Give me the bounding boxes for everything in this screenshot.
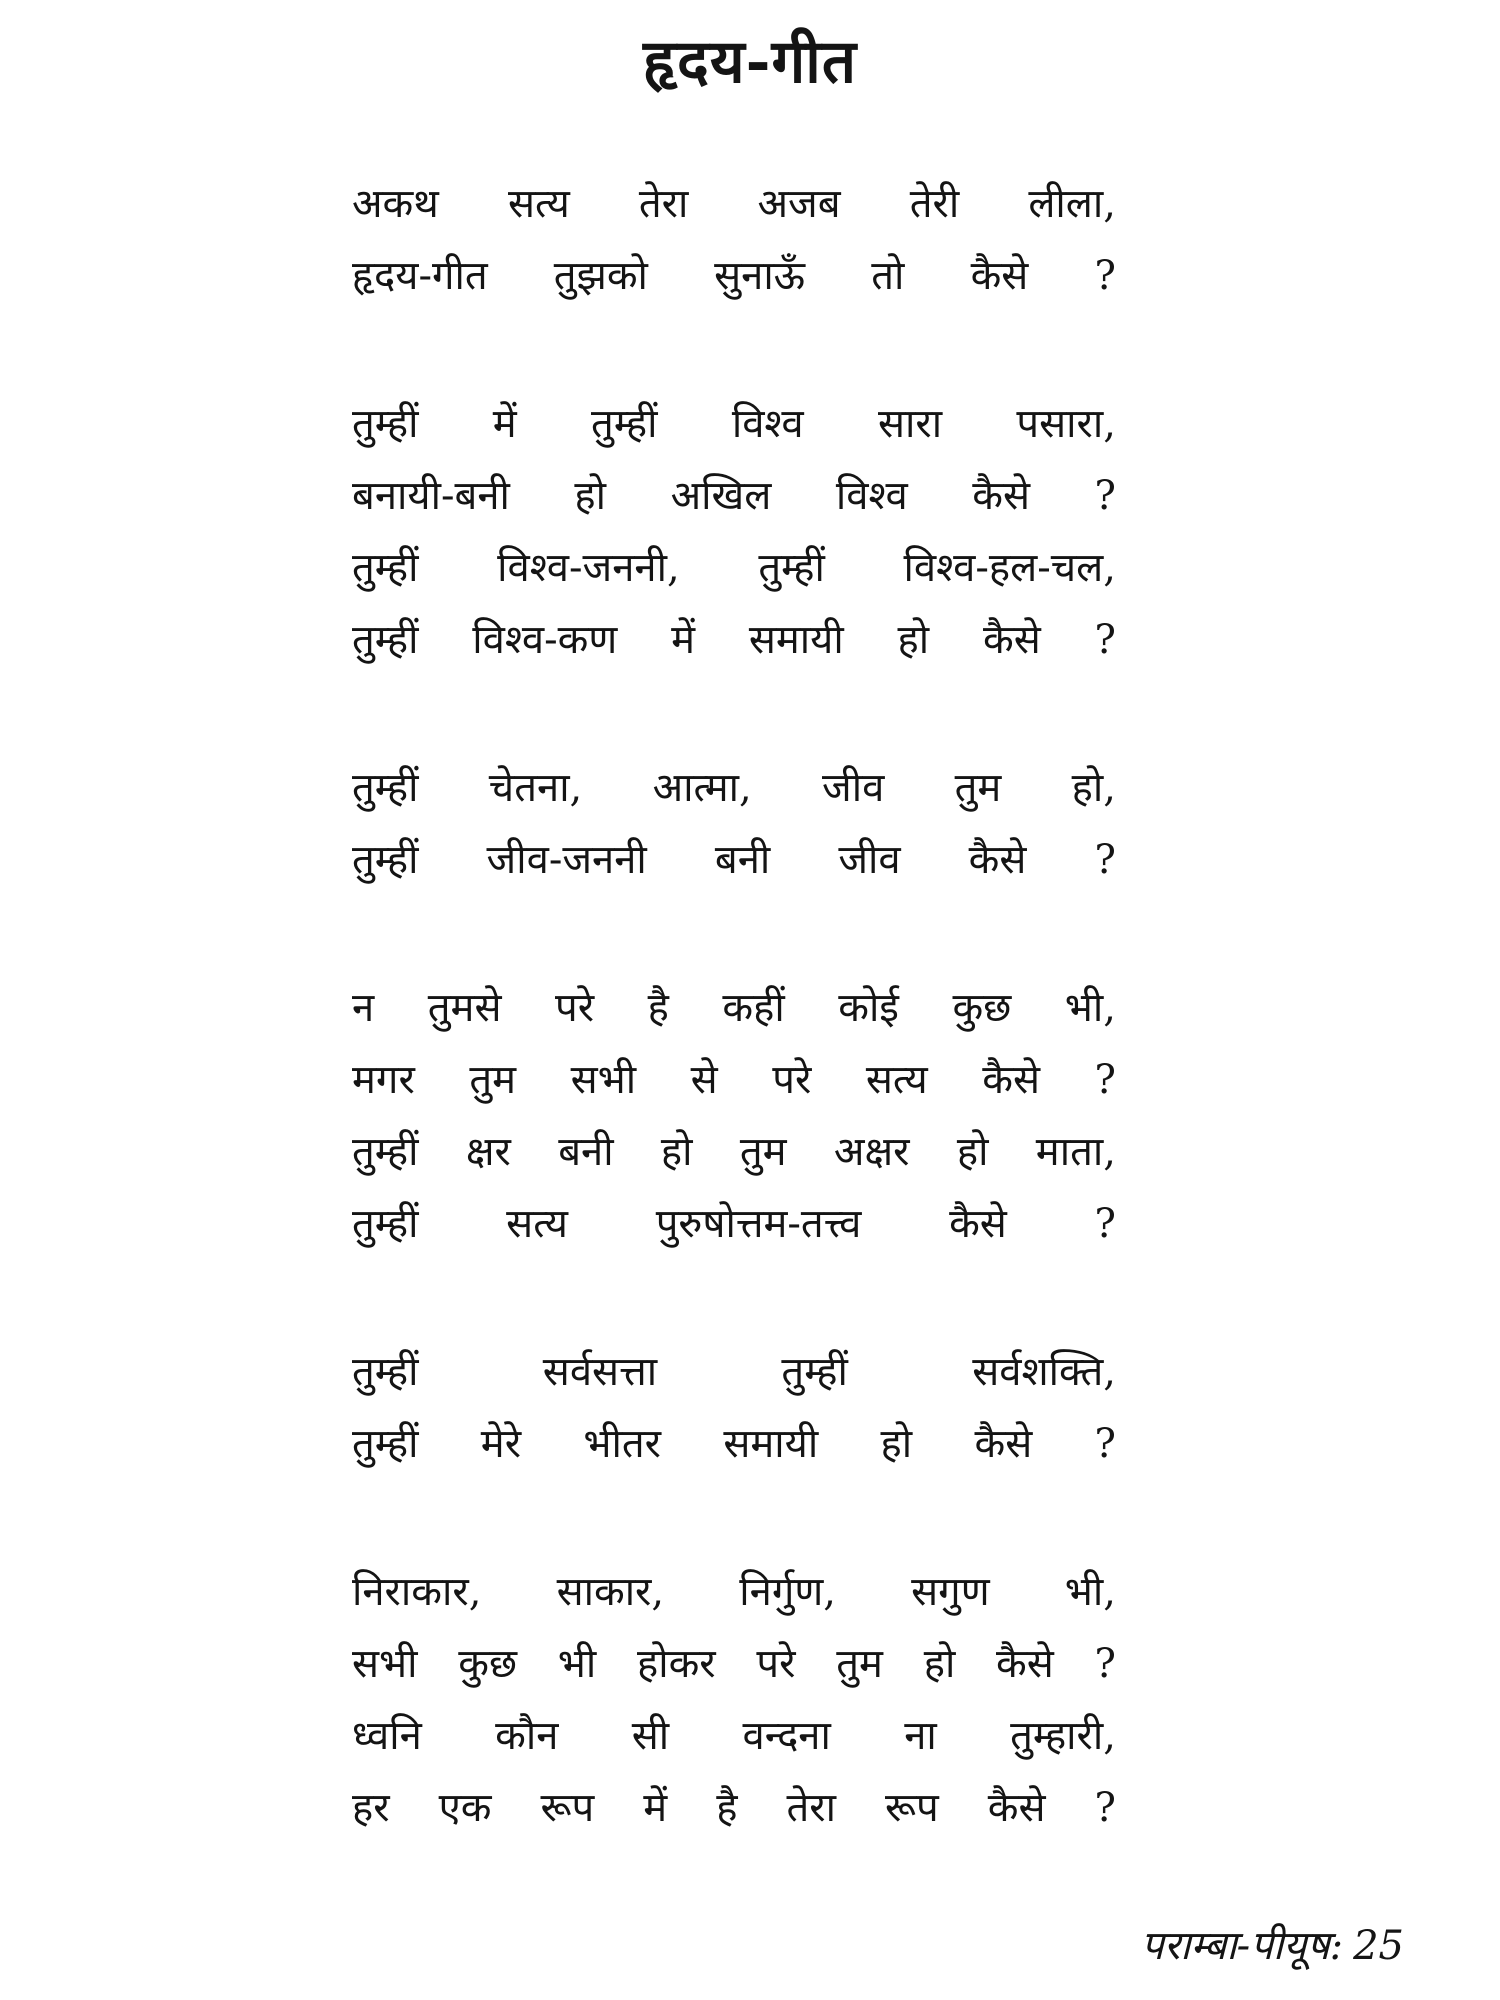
poem-word: कहीं — [722, 985, 785, 1031]
poem-word: सर्वशक्ति, — [972, 1349, 1116, 1395]
poem-word: कुछ — [458, 1641, 518, 1687]
poem-word: ? — [1094, 1057, 1116, 1103]
poem-word: हो — [923, 1641, 956, 1687]
poem-word: कैसे — [987, 1785, 1046, 1831]
poem-line — [352, 1408, 1116, 1480]
poem-stanza — [352, 1336, 1116, 1480]
poem-word: अक्षर — [833, 1129, 910, 1175]
poem-line — [352, 752, 1116, 824]
poem-word: तुम्हारी, — [1010, 1713, 1116, 1759]
poem-word: हो — [880, 1421, 913, 1467]
poem-word: कोई — [838, 985, 899, 1031]
poem-word: ? — [1094, 837, 1116, 883]
poem-word: भी — [557, 1641, 597, 1687]
poem-word: ? — [1094, 1421, 1116, 1467]
poem-word: है — [716, 1785, 738, 1831]
poem-word: रूप — [884, 1785, 939, 1831]
poem-word: मेरे — [480, 1421, 522, 1467]
poem-word: परे — [772, 1057, 812, 1103]
poem-line — [352, 604, 1116, 676]
poem-word: परे — [555, 985, 595, 1031]
poem-word: समायी — [723, 1421, 819, 1467]
poem-word: विश्व-हल-चल, — [903, 545, 1116, 591]
poem-body — [352, 168, 1116, 1920]
poem-word: बनायी-बनी — [352, 473, 510, 519]
poem-word: तुम — [836, 1641, 883, 1687]
poem-word: पुरुषोत्तम-तत्त्व — [655, 1201, 862, 1247]
poem-line — [352, 168, 1116, 240]
poem-word: कैसे — [968, 837, 1027, 883]
poem-word: विश्व — [835, 473, 908, 519]
poem-stanza — [352, 972, 1116, 1260]
poem-word: तुम — [469, 1057, 517, 1103]
poem-word: भी, — [1064, 985, 1116, 1031]
poem-word: तो — [871, 253, 905, 299]
page-number: 25 — [1353, 1923, 1404, 1969]
poem-word: तुम्हीं — [591, 401, 658, 447]
poem-word: हर — [352, 1785, 390, 1831]
poem-word: ? — [1094, 253, 1116, 299]
poem-word: बनी — [558, 1129, 614, 1175]
poem-word: सर्वसत्ता — [542, 1349, 658, 1395]
poem-word: हो — [897, 617, 930, 663]
poem-word: तुम्हीं — [352, 765, 419, 811]
poem-word: क्षर — [465, 1129, 511, 1175]
poem-word: सत्य — [506, 1201, 569, 1247]
poem-word: तुझको — [553, 253, 648, 299]
poem-word: आत्मा, — [652, 765, 752, 811]
poem-word: न — [352, 985, 375, 1031]
poem-word: तुम्हीं — [352, 1201, 419, 1247]
poem-word: कुछ — [952, 985, 1012, 1031]
poem-line — [352, 824, 1116, 896]
poem-line — [352, 1628, 1116, 1700]
poem-word: जीव-जननी — [486, 837, 647, 883]
poem-word: तुम्हीं — [352, 401, 419, 447]
poem-word: जीव — [838, 837, 901, 883]
poem-stanza — [352, 752, 1116, 896]
poem-word: भीतर — [583, 1421, 662, 1467]
poem-word: कैसे — [949, 1201, 1007, 1247]
poem-word: कैसे — [970, 253, 1029, 299]
poem-word: ध्वनि — [352, 1713, 422, 1759]
poem-word: लीला, — [1028, 181, 1116, 227]
poem-word: जीव — [822, 765, 885, 811]
poem-word: सत्य — [507, 181, 570, 227]
poem-word: माता, — [1035, 1129, 1116, 1175]
poem-word: पसारा, — [1016, 401, 1116, 447]
poem-word: ? — [1094, 1641, 1116, 1687]
book-title: पराम्बा-पीयूष: — [1141, 1923, 1344, 1969]
poem-word: कैसे — [982, 617, 1041, 663]
poem-word: रूप — [540, 1785, 595, 1831]
poem-word: विश्व — [731, 401, 804, 447]
poem-word: सारा — [877, 401, 943, 447]
poem-word: मगर — [352, 1057, 415, 1103]
poem-word: वन्दना — [742, 1713, 831, 1759]
poem-word: हो — [660, 1129, 693, 1175]
poem-word: अजब — [757, 181, 841, 227]
poem-word: तुम — [954, 765, 1002, 811]
poem-word: में — [492, 401, 517, 447]
poem-word: अखिल — [670, 473, 772, 519]
poem-word: बनी — [714, 837, 771, 883]
poem-word: से — [690, 1057, 718, 1103]
poem-line — [352, 1556, 1116, 1628]
poem-word: तुम्हीं — [781, 1349, 848, 1395]
poem-word: हृदय-गीत — [352, 253, 488, 299]
poem-line — [352, 1116, 1116, 1188]
poem-word: होकर — [636, 1641, 716, 1687]
poem-stanza — [352, 388, 1116, 676]
poem-word: भी, — [1064, 1569, 1116, 1615]
poem-word: ? — [1094, 617, 1116, 663]
poem-word: तुम्हीं — [352, 1349, 419, 1395]
poem-word: ना — [904, 1713, 937, 1759]
poem-line — [352, 1188, 1116, 1260]
poem-word: हो — [956, 1129, 989, 1175]
poem-line — [352, 1044, 1116, 1116]
poem-word: अकथ — [352, 181, 439, 227]
poem-word: हो, — [1071, 765, 1116, 811]
poem-word: विश्व-कण — [472, 617, 618, 663]
poem-word: चेतना, — [488, 765, 583, 811]
poem-word: तेरा — [786, 1785, 836, 1831]
poem-word: में — [671, 617, 696, 663]
poem-word: कैसे — [972, 473, 1030, 519]
poem-line — [352, 460, 1116, 532]
poem-line — [352, 1336, 1116, 1408]
poem-line — [352, 388, 1116, 460]
poem-word: निराकार, — [352, 1569, 482, 1615]
poem-word: साकार, — [556, 1569, 665, 1615]
poem-word: कौन — [495, 1713, 559, 1759]
poem-word: ? — [1094, 1785, 1116, 1831]
poem-word: निर्गुण, — [739, 1569, 836, 1615]
poem-line — [352, 1700, 1116, 1772]
poem-line — [352, 240, 1116, 312]
poem-word: तुम्हीं — [352, 617, 419, 663]
poem-line — [352, 532, 1116, 604]
poem-word: तुमसे — [427, 985, 502, 1031]
poem-line — [352, 1772, 1116, 1844]
poem-word: तुम्हीं — [352, 1421, 419, 1467]
poem-word: परे — [756, 1641, 796, 1687]
poem-word: कैसे — [982, 1057, 1041, 1103]
poem-word: हो — [574, 473, 607, 519]
poem-line — [352, 972, 1116, 1044]
poem-stanza — [352, 168, 1116, 312]
poem-word: एक — [438, 1785, 492, 1831]
poem-word: कैसे — [974, 1421, 1033, 1467]
poem-word: है — [647, 985, 669, 1031]
poem-word: तुम्हीं — [758, 545, 825, 591]
poem-word: तुम्हीं — [352, 545, 419, 591]
poem-word: तेरी — [909, 181, 960, 227]
poem-word: ? — [1094, 473, 1116, 519]
poem-word: कैसे — [996, 1641, 1054, 1687]
poem-word: सभी — [352, 1641, 418, 1687]
poem-word: तुम्हीं — [352, 1129, 419, 1175]
poem-word: तेरा — [638, 181, 689, 227]
page-footer — [1141, 1918, 1404, 1974]
poem-word: समायी — [748, 617, 844, 663]
poem-word: तुम — [739, 1129, 787, 1175]
poem-title: हृदय-गीत — [642, 27, 858, 97]
poem-word: विश्व-जननी, — [497, 545, 680, 591]
poem-word: में — [643, 1785, 668, 1831]
poem-stanza — [352, 1556, 1116, 1844]
poem-word: तुम्हीं — [352, 837, 419, 883]
poem-word: सभी — [570, 1057, 637, 1103]
poem-word: सी — [631, 1713, 670, 1759]
poem-word: सगुण — [911, 1569, 990, 1615]
poem-word: ? — [1094, 1201, 1116, 1247]
poem-word: सुनाऊँ — [714, 253, 806, 299]
poem-word: सत्य — [865, 1057, 928, 1103]
